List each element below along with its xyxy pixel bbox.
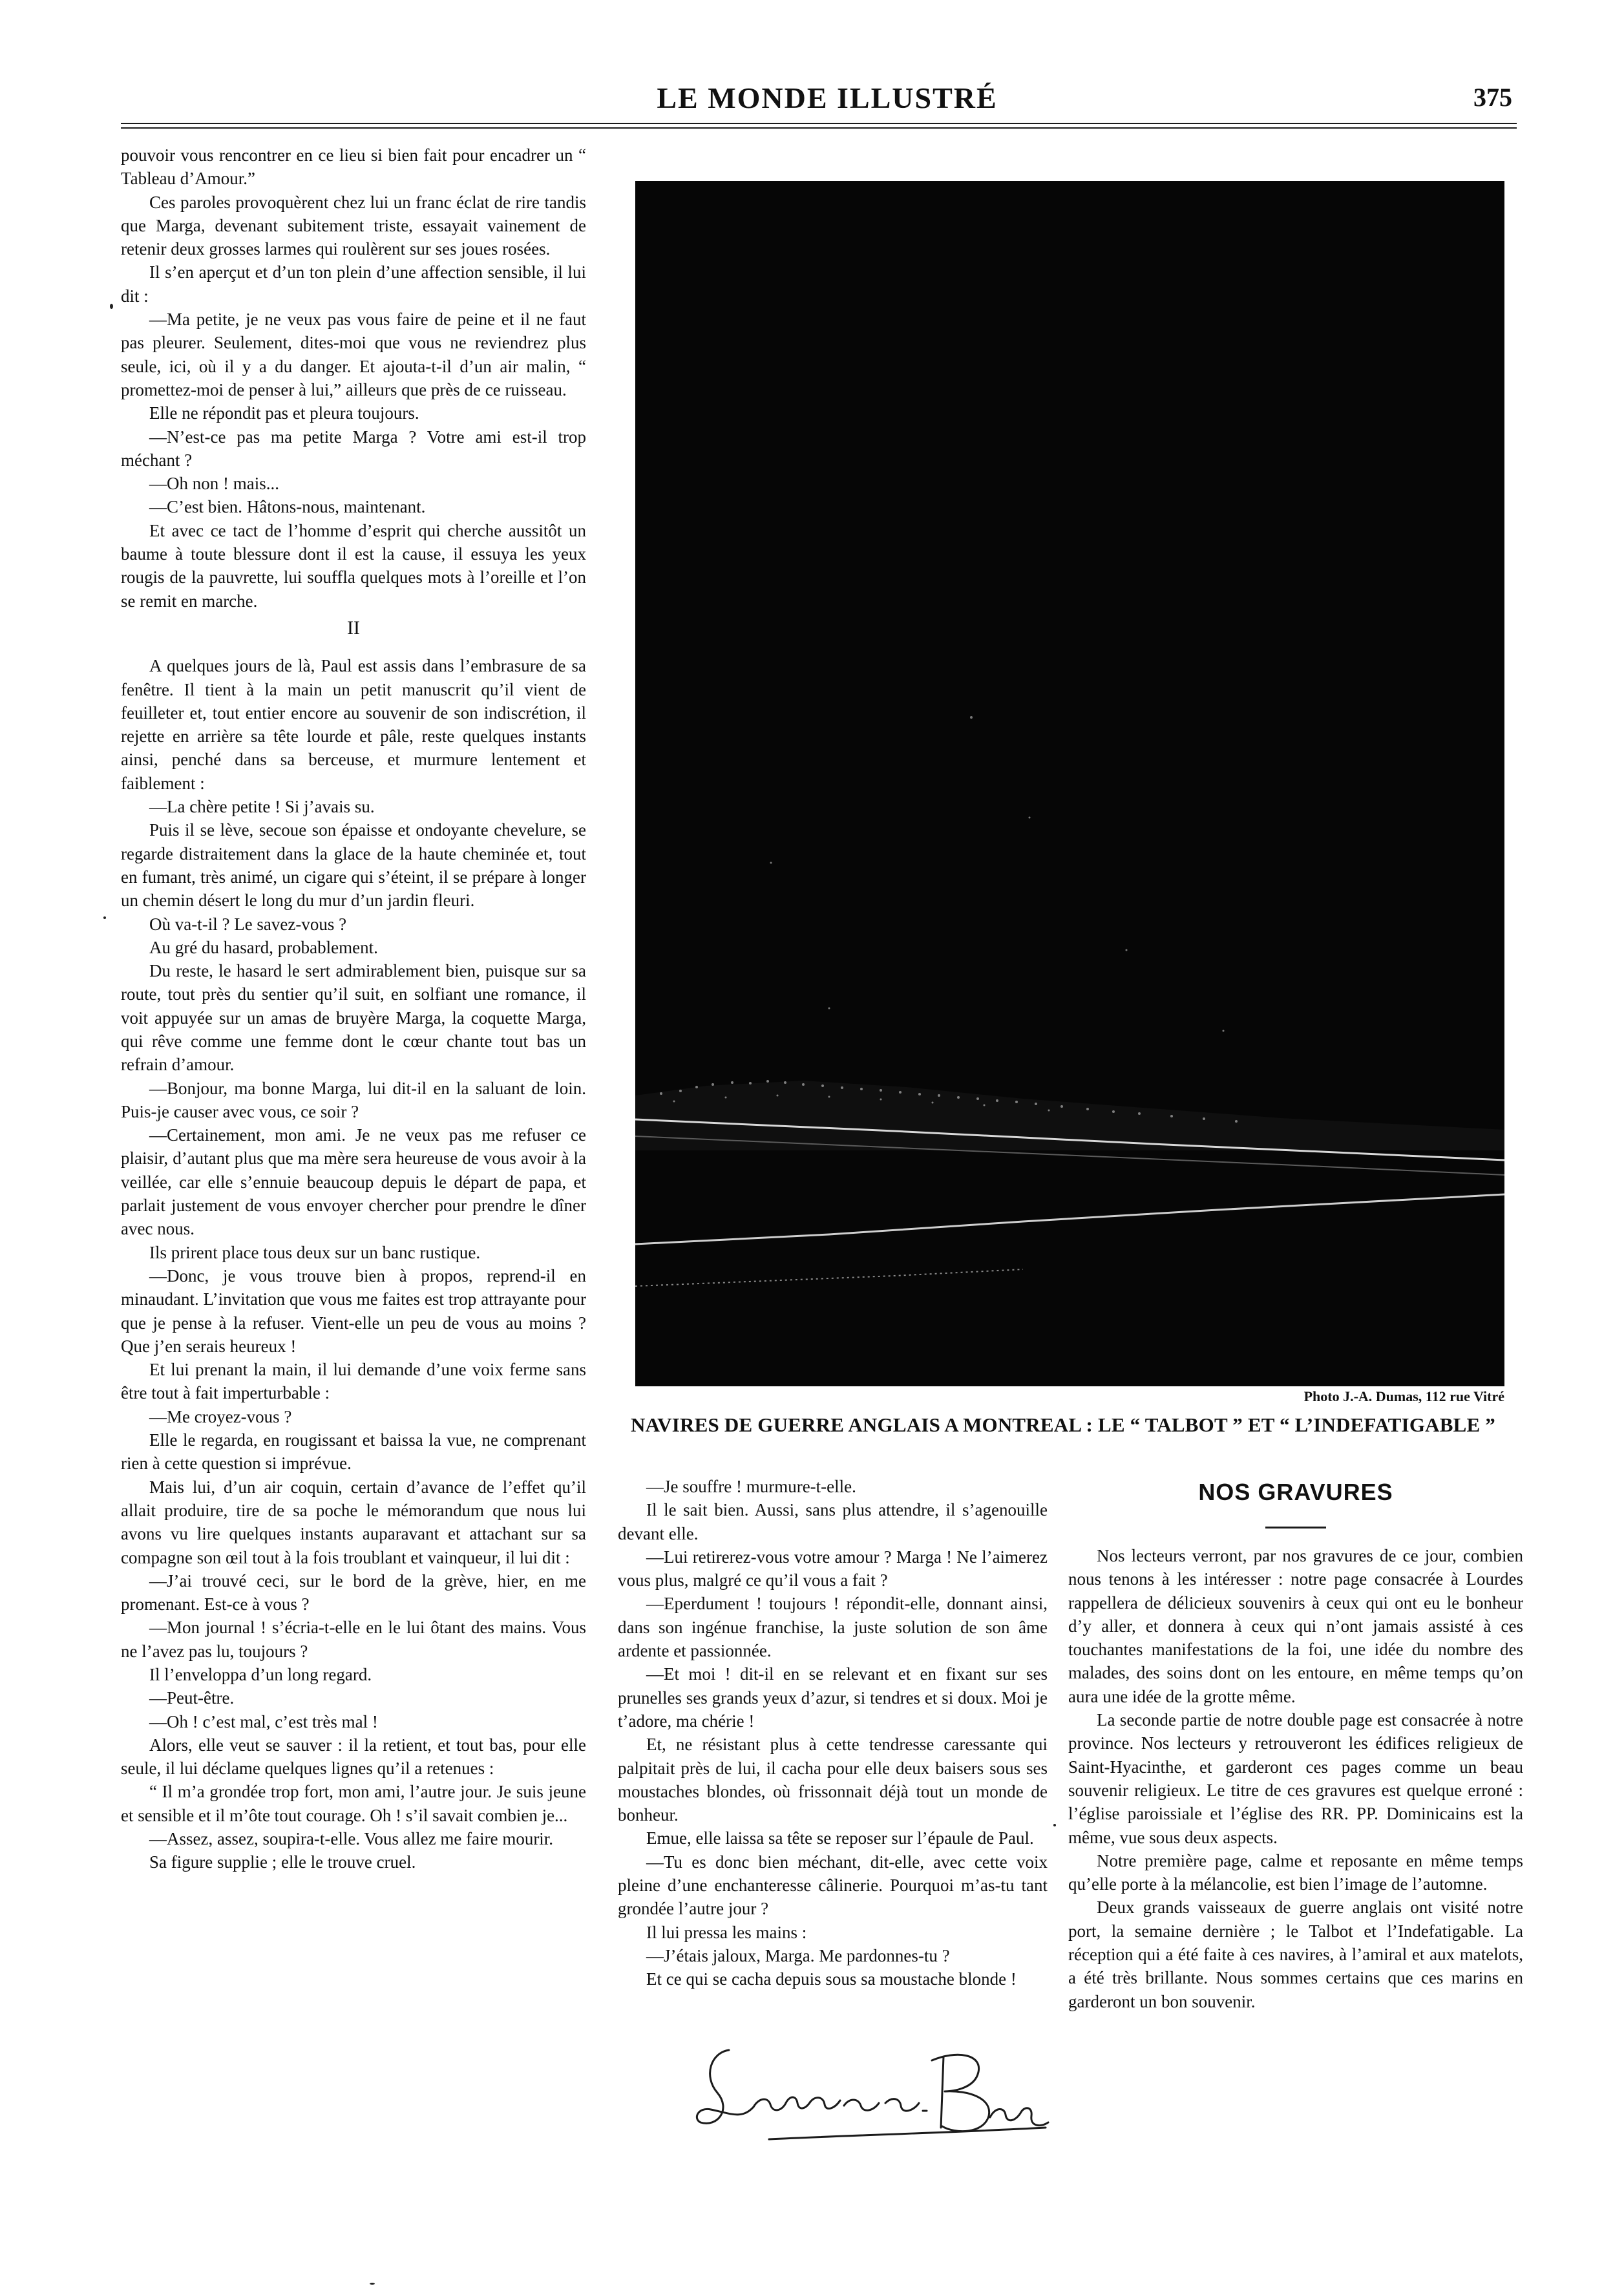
paragraph: —Ma petite, je ne veux pas vous faire de peine et il ne faut pas pleurer. Seulement, dites-moi que vous ne reviendrez plus seule, ici, où il y a du danger. Et ajouta-t-il d’un air malin, “ promettez-moi de penser à lui,” ailleurs que près de ce ruisseau. [121, 310, 586, 399]
paragraph: Et, ne résistant plus à cette tendresse caressante qui palpitait près de lui, il cacha pour elle deux baisers sous ses moustaches blondes, où frissonnait déjà tout un monde de bonheur. [618, 1735, 1048, 1825]
paragraph: —Peut-être. [149, 1688, 235, 1708]
header-rule-bottom [121, 127, 1517, 129]
paragraph: Puis il se lève, secoue son épaisse et ondoyante chevelure, se regarde distraitement dans la glace de la haute cheminée et, tout en fumant, très animé, un cigare qui s’éteint, il se prépare à longer un chemin désert le long du mur d’un jardin fleuri. [121, 820, 586, 911]
paragraph: —C’est bien. Hâtons-nous, maintenant. [149, 497, 426, 517]
paragraph: Et lui prenant la main, il lui demande d’une voix ferme sans être tout à fait imperturbable : [121, 1360, 586, 1403]
paragraph: Il lui pressa les mains : [646, 1922, 807, 1942]
paragraph: pouvoir vous rencontrer en ce lieu si bien fait pour encadrer un “ Tableau d’Amour.” [121, 145, 586, 189]
section-heading-nos-gravures: NOS GRAVURES [1198, 1479, 1393, 1505]
paragraph: Ces paroles provoquèrent chez lui un franc éclat de rire tandis que Marga, devenant subitement triste, essayait vainement de retenir deux grosses larmes qui roulèrent sur ses joues rosées. [121, 192, 586, 259]
paragraph: Et ce qui se cacha depuis sous sa moustache blonde ! [646, 1969, 1017, 1989]
print-speck [110, 304, 113, 309]
masthead-title: LE MONDE ILLUSTRÉ [657, 81, 998, 114]
middle-text-column [618, 1475, 1048, 1989]
header-rule-top [121, 123, 1517, 124]
print-speck [103, 916, 106, 919]
paragraph: Notre première page, calme et reposante en même temps qu’elle porte à la mélancolie, est bien l’image de l’automne. [1068, 1850, 1523, 1894]
page-number: 375 [1473, 83, 1512, 112]
paragraph: La seconde partie de notre double page est consacrée à notre province. Nos lecteurs y retrouveront les édifices religieux de Saint-Hyacinthe, et garderont ces pages comme un beau souvenir religieux. Le titre de ces gravures est quelque erroné : l’église paroissiale et l’église des RR. PP. Dominicains est la même, vue sous deux aspects. [1068, 1710, 1523, 1847]
paragraph: Au gré du hasard, probablement. [149, 937, 378, 957]
paragraph: Alors, elle veut se sauver : il la retient, et tout bas, pour elle seule, il lui déclame quelques lignes qu’il a retenues : [121, 1735, 586, 1779]
photo-caption: NAVIRES DE GUERRE ANGLAIS A MONTREAL : LE “ TALBOT ” ET “ L’INDEFATIGABLE ” [630, 1413, 1495, 1436]
left-text-column [121, 143, 586, 2134]
paragraph: —Assez, assez, soupira-t-elle. Vous allez me faire mourir. [149, 1829, 554, 1849]
paragraph: Elle ne répondit pas et pleura toujours. [149, 403, 419, 423]
paragraph: —J’étais jaloux, Marga. Me pardonnes-tu ? [646, 1945, 950, 1965]
paragraph: —La chère petite ! Si j’avais su. [149, 797, 375, 817]
paragraph: —J’ai trouvé ceci, sur le bord de la grève, hier, en me promenant. Est-ce à vous ? [121, 1571, 586, 1614]
paragraph: Où va-t-il ? Le savez-vous ? [149, 914, 347, 934]
photo-scene [635, 181, 1504, 1386]
paragraph: A quelques jours de là, Paul est assis dans l’embrasure de sa fenêtre. Il tient à la main un petit manuscrit qu’il vient de feuilleter et, tout entier encore au souvenir de son indiscrétion, il rejette en arrière sa tête lourde et pâle, reste quelques instants ainsi, penché dans sa berceuse, et murmure lentement et faiblement : [121, 656, 586, 793]
paragraph: —Me croyez-vous ? [149, 1406, 292, 1426]
paragraph: Ils prirent place tous deux sur un banc rustique. [149, 1242, 481, 1262]
author-signature [691, 2031, 1053, 2153]
paragraph: —Et moi ! dit-il en se relevant et en fixant sur ses prunelles ses grands yeux d’azur, si tendres et si doux. Moi je t’adore, ma chérie ! [618, 1664, 1048, 1731]
section-number: II [347, 617, 360, 639]
paragraph: Du reste, le hasard le sert admirablement bien, puisque sur sa route, tout près du sentier qu’il suit, en solfiant une romance, il voit appuyée sur un amas de bruyère Marga, la coquette Marga, qui rêve comme une femme dont le cœur chante tout bas un refrain d’amour. [121, 961, 586, 1075]
paragraph: “ Il m’a grondée trop fort, mon ami, l’autre jour. Je suis jeune et sensible et il m’ôte tout courage. Oh ! s’il savait combien je... [121, 1782, 586, 1825]
paragraph: —Mon journal ! s’écria-t-elle en le lui ôtant des mains. Vous ne l’avez pas lu, toujours ? [121, 1618, 586, 1661]
paragraph: —Je souffre ! murmure-t-elle. [646, 1477, 856, 1496]
paragraph: —Eperdument ! toujours ! répondit-elle, donnant ainsi, dans son ingénue franchise, la juste solution de son âme ardente et passionnée. [618, 1594, 1048, 1661]
paragraph: —N’est-ce pas ma petite Marga ? Votre ami est-il trop méchant ? [121, 427, 586, 470]
paragraph: —Oh ! c’est mal, c’est très mal ! [149, 1711, 378, 1731]
paragraph: Il s’en aperçut et d’un ton plein d’une affection sensible, il lui dit : [121, 262, 586, 306]
warships-photograph [635, 181, 1504, 1386]
paragraph: Nos lecteurs verront, par nos gravures de ce jour, combien nous tenons à les intéresser : notre page consacrée à Lourdes rappellera de délicieux souvenirs à ceux qui ont eu le bonheur d’y aller, et donnera à ceux qui n’ont jamais assisté à ces touchantes manifestations de la foi, une idée du nombre des malades, des soins dont on les entoure, en même temps qu’on aura une idée de la grotte même. [1068, 1546, 1523, 1706]
paragraph: —Donc, je vous trouve bien à propos, reprend-il en minaudant. L’invitation que vous me faites est trop attrayante pour que je pense à la refuser. Vient-elle un peu de vous au moins ? Que j’en serais heureux ! [121, 1265, 586, 1356]
paragraph: Elle le regarda, en rougissant et baissa la vue, ne comprenant rien à cette question si imprévue. [121, 1430, 586, 1474]
paragraph: Il le sait bien. Aussi, sans plus attendre, il s’agenouille devant elle. [618, 1500, 1048, 1543]
paragraph: —Lui retirerez-vous votre amour ? Marga ! Ne l’aimerez vous plus, malgré ce qu’il vous a fait ? [618, 1547, 1048, 1591]
paragraph: Et avec ce tact de l’homme d’esprit qui cherche aussitôt un baume à toute blessure dont il est la cause, il essuya les yeux rougis de la pauvrette, lui souffla quelques mots à l’oreille et l’on se remit en marche. [121, 520, 586, 611]
paragraph: —Tu es donc bien méchant, dit-elle, avec cette voix pleine d’une enchanteresse câlinerie. Pourquoi m’as-tu tant grondée l’autre jour ? [618, 1852, 1048, 1919]
paragraph: Sa figure supplie ; elle le trouve cruel. [149, 1852, 416, 1872]
paragraph: Il l’enveloppa d’un long regard. [149, 1665, 372, 1684]
photo-credit: Photo J.-A. Dumas, 112 rue Vitré [1303, 1388, 1504, 1404]
paragraph: —Bonjour, ma bonne Marga, lui dit-il en la saluant de loin. Puis-je causer avec vous, ce soir ? [121, 1078, 586, 1121]
paragraph: —Oh non ! mais... [149, 474, 279, 494]
print-speck [1053, 1824, 1056, 1826]
paragraph: Deux grands vaisseaux de guerre anglais ont visité notre port, la semaine dernière ; le Talbot et l’Indefatigable. La réception qui a été faite à ces navires, à l’amiral et aux matelots, a été très brillante. Nous sommes certains que ces marins en garderont un bon souvenir. [1068, 1898, 1523, 2011]
print-speck [370, 2283, 375, 2285]
paragraph: —Certainement, mon ami. Je ne veux pas me refuser ce plaisir, d’autant plus que ma mère sera heureuse de vous avoir à la veillée, car elle s’ennuie beaucoup depuis le départ de papa, et parlait justement de vous envoyer chercher pour prendre le dîner avec nous. [121, 1125, 586, 1239]
right-text-column [1068, 1544, 1523, 2139]
paragraph: Mais lui, d’un air coquin, certain d’avance de l’effet qu’il allait produire, tire de sa poche le mémorandum que nous lui avons vu lire quelques instants auparavant et attachant sur sa compagne son œil tout à la fois troublant et vainqueur, il lui dit : [121, 1477, 586, 1567]
heading-divider [1265, 1527, 1326, 1528]
paragraph: Emue, elle laissa sa tête se reposer sur l’épaule de Paul. [646, 1828, 1034, 1848]
